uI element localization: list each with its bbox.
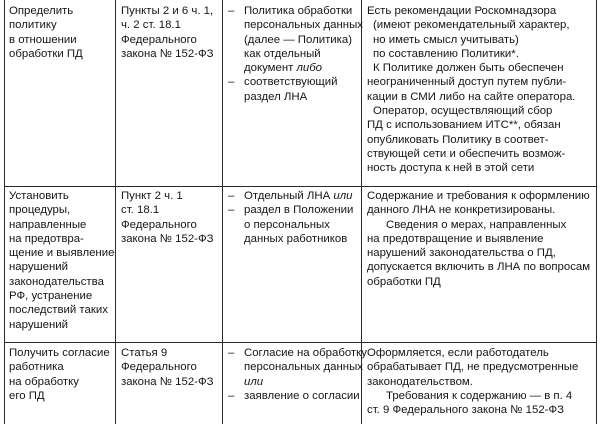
- row2-action-cell: [9, 189, 114, 332]
- action-line: последствий таких: [9, 304, 108, 317]
- note-line: К Политике должен быть обеспечен: [373, 62, 564, 75]
- row1-action-cell: [9, 4, 83, 61]
- row3-action-cell: [9, 346, 110, 403]
- basis-line: закона № 152-ФЗ: [121, 47, 214, 60]
- list-item-continuation: персональных данных: [244, 19, 363, 32]
- basis-line: Федерального: [121, 218, 197, 231]
- action-line: законодательства: [9, 275, 104, 288]
- basis-line: Пункт 2 ч. 1: [121, 190, 183, 202]
- basis-line: Статья 9: [121, 347, 168, 359]
- note-line: неограниченный доступ путем публи-: [367, 76, 567, 89]
- action-line: РФ, устранение: [9, 290, 93, 303]
- list-item-continuation: раздел ЛНА: [244, 90, 308, 103]
- list-item: – раздел в Положении: [228, 204, 354, 217]
- action-line: обработки ПД: [9, 47, 83, 60]
- basis-line: Пункты 2 и 6 ч. 1,: [121, 5, 214, 17]
- table-border-right: [596, 0, 597, 424]
- note-line: Оператор, осуществляющий сбор: [373, 105, 553, 118]
- list-item-continuation: о персональных: [244, 218, 330, 231]
- list-item-continuation: данных работников: [244, 232, 348, 245]
- list-item-continuation: персональных данных: [244, 361, 363, 374]
- note-line: ПД с использованием ИТС**, обязан: [367, 119, 561, 132]
- list-item: – Отдельный ЛНА или: [228, 190, 353, 202]
- basis-line: закона № 152-ФЗ: [121, 232, 214, 245]
- note-line: ст. 9 Федерального закона № 152-ФЗ: [367, 404, 564, 417]
- table-column-divider: [115, 0, 116, 424]
- table-column-divider: [222, 0, 223, 424]
- list-item-continuation: как отдельный: [244, 47, 321, 60]
- action-line: на предотвра-: [9, 232, 84, 245]
- row-divider: [4, 342, 597, 343]
- action-line: работника: [9, 361, 64, 374]
- list-item: – соответствующий: [228, 76, 338, 89]
- action-line: нарушений: [9, 318, 69, 331]
- note-line: данного ЛНА не конкретизированы.: [367, 204, 556, 217]
- action-line: политику: [9, 19, 57, 32]
- note-line: кации в СМИ либо на сайте оператора.: [367, 90, 576, 103]
- note-line: (имеют рекомендательный характер,: [373, 19, 570, 32]
- action-line: в отношении: [9, 33, 77, 46]
- row2-basis-cell: [121, 189, 214, 246]
- list-item-continuation: или: [244, 375, 264, 388]
- note-line: обрабатывает ПД, не предусмотренные: [367, 361, 579, 374]
- action-line: Определить: [9, 5, 74, 17]
- note-line: обработки ПД: [367, 275, 441, 288]
- note-line: ность доступа к ней в этой сети: [367, 162, 535, 175]
- note-line: опубликовать Политику в соответ-: [367, 133, 549, 146]
- list-item-continuation: документ либо: [244, 62, 323, 75]
- dash-marker: –: [228, 389, 235, 402]
- action-line: Получить согласие: [9, 347, 110, 359]
- table-border-left: [4, 0, 5, 424]
- row1-note-cell: [367, 4, 591, 176]
- row2-document-cell: [228, 189, 353, 246]
- action-line: щение и выявление: [9, 247, 115, 260]
- action-line: Установить: [9, 190, 69, 202]
- dash-marker: –: [228, 204, 235, 217]
- note-line: Содержание и требования к оформлению: [367, 190, 590, 202]
- note-line: по составлению Политики*.: [373, 47, 519, 60]
- dash-marker: –: [228, 76, 235, 89]
- basis-line: ч. 2 ст. 18.1: [121, 19, 181, 32]
- note-line: допускается включить в ЛНА по вопросам: [367, 261, 591, 274]
- note-line: Сведения о мерах, направленных: [386, 218, 567, 231]
- note-line: Требования к содержанию — в п. 4: [386, 389, 573, 402]
- row3-basis-cell: [121, 346, 214, 389]
- row3-note-cell: [367, 346, 591, 417]
- row-divider: [4, 186, 597, 187]
- basis-line: ст. 18.1: [121, 204, 160, 217]
- dash-marker: –: [228, 5, 235, 17]
- dash-marker: –: [228, 347, 235, 359]
- list-item: – Согласие на обработку: [228, 347, 367, 359]
- dash-marker: –: [228, 190, 235, 202]
- basis-line: Федерального: [121, 33, 197, 46]
- row3-document-cell: [228, 346, 367, 403]
- note-line: но иметь смысл учитывать): [373, 33, 519, 46]
- note-line: нарушений законодательства о ПД,: [367, 247, 556, 260]
- action-line: его ПД: [9, 389, 45, 402]
- action-line: нарушений: [9, 261, 69, 274]
- row1-document-cell: [228, 4, 363, 104]
- note-line: ствующей сети и обеспечить возмож-: [367, 147, 566, 160]
- row1-basis-cell: [121, 4, 214, 61]
- list-item-continuation: (далее — Политика): [244, 33, 353, 46]
- action-line: направленные: [9, 218, 87, 231]
- note-line: Есть рекомендации Роскомнадзора: [367, 5, 557, 17]
- list-item: – Политика обработки: [228, 5, 353, 17]
- basis-line: закона № 152-ФЗ: [121, 375, 214, 388]
- note-line: Оформляется, если работодатель: [367, 347, 549, 359]
- row2-note-cell: [367, 189, 591, 289]
- note-line: на предотвращение и выявление: [367, 232, 544, 245]
- list-item: – заявление о согласии: [228, 389, 360, 402]
- action-line: процедуры,: [9, 204, 71, 217]
- note-line: законодательством.: [367, 375, 473, 388]
- action-line: на обработку: [9, 375, 79, 388]
- basis-line: Федерального: [121, 361, 197, 374]
